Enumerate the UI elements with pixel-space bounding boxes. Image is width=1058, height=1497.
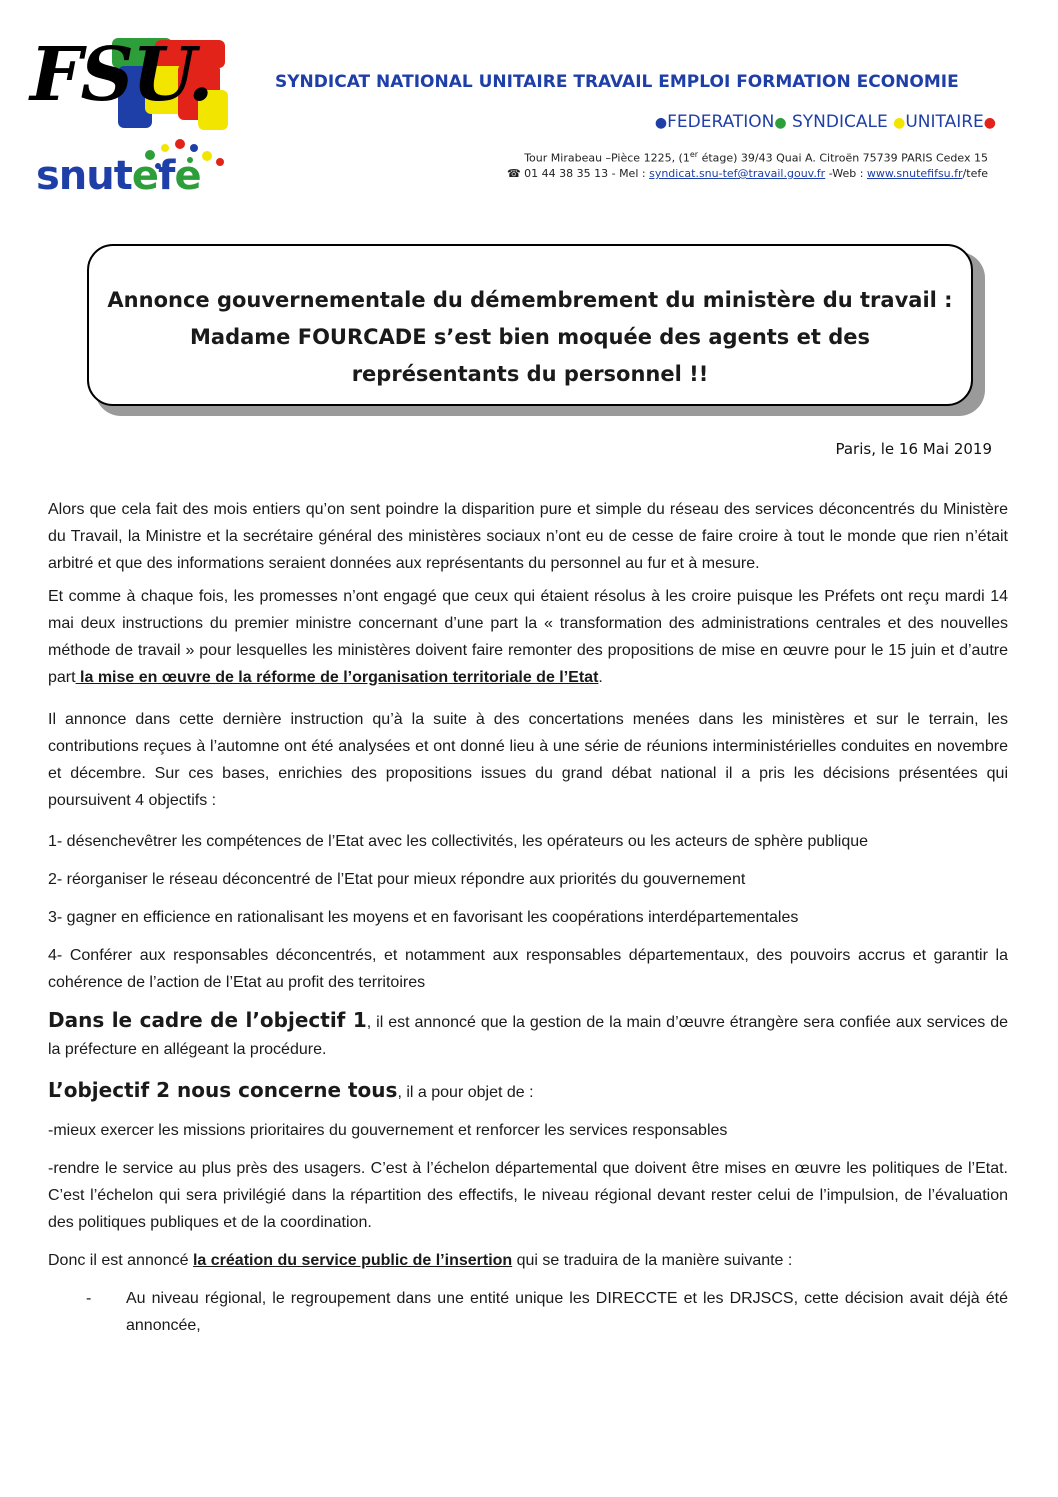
title-line-3: représentants du personnel !! [351,362,709,386]
address-line [524,150,988,165]
address-part-1: Tour Mirabeau –Pièce 1225, (1 [524,151,690,165]
syndicale-word: SYNDICALE [792,112,888,132]
web-prefix: -Web : [825,167,867,180]
paragraph-insertion [48,1247,1008,1274]
paragraph-2 [48,583,1008,691]
federation-line [655,112,996,132]
phone-text: ☎ 01 44 38 35 13 - Mel : [506,167,650,180]
section-2-text: , il a pour objet de : [397,1084,534,1101]
bullet-dash: - [86,1290,92,1307]
document-date: Paris, le 16 Mai 2019 [835,440,992,458]
section-2-heading: L’objectif 2 nous concerne tous [48,1078,398,1102]
section-objective-2 [48,1077,1008,1106]
address-sup: er [689,150,699,159]
objective-2: 2- réorganiser le réseau déconcentré de l’Etat pour mieux répondre aux priorités du gouvernement [48,871,746,888]
bullet-item-1-text: Au niveau régional, le regroupement dans une entité unique les DIRECCTE et les DRJSCS, cette décision avait déjà été annoncée, [126,1290,1008,1334]
objective-3: 3- gagner en efficience en rationalisant les moyens et en favorisant les coopérations interdépartementales [48,909,799,926]
section-1-heading: Dans le cadre de l’objectif 1 [48,1008,367,1032]
title-line-2: Madame FOURCADE s’est bien moquée des agents et des [190,325,870,349]
yellow-dot-icon: ● [893,115,906,131]
contact-line [507,167,988,180]
blue-dot-icon: ● [654,115,668,131]
bullet-item-1 [48,1285,1008,1339]
objective-2-item-1: -mieux exercer les missions prioritaires du gouvernement et renforcer les services responsables [48,1122,728,1139]
objective-4: 4- Conférer aux responsables déconcentrés, et notamment aux responsables départementaux, des pouvoirs accrus et garantir la cohérence de l’action de l’Etat au profit des territoires [48,947,1008,991]
document-body [48,496,1008,1339]
document-title [100,282,960,393]
website-suffix: /tefe [962,167,988,180]
insertion-service-link: la création du service public de l’insertion [192,1252,513,1269]
logo-fsu-text: FSU. [30,32,212,118]
section-1-text: , il est annoncé que la gestion de la main d’œuvre étrangère sera confiée aux services de la préfecture en allégeant la procédure. [48,1014,1008,1058]
objective-2-item-2: -rendre le service au plus près des usagers. C’est à l’échelon départemental que doivent être mises en œuvre les politiques de l’Etat. C’est l’échelon qui sera privilégié dans la répartition des effectifs, le niveau régional devant rester celui de l’impulsion, de l’évaluation des politiques publiques et de la coordination. [48,1160,1008,1231]
website-link[interactable]: www.snutefifsu.fr [866,167,963,180]
paragraph-2-start: Et comme à chaque fois, les promesses n’ont engagé que ceux qui étaient résolus à les croire puisque les Préfets ont reçu mardi 14 mai deux instructions du premier ministre concernant d’une part la « transformation des administrations centrales et des nouvelles méthode de travail » pour lesquelles les ministères doivent faire remonter des propositions de mise en œuvre pour le 15 juin et d’autre part [48,588,1008,686]
paragraph-1: Alors que cela fait des mois entiers qu’on sent poindre la disparition pure et simple du réseau des services déconcentrés du Ministère du Travail, la Ministre et la secrétaire général des ministères sociaux n’ont eu de cesse de faire croire à tout le monde que rien n’était arbitré et que des informations seraient données aux représentants du personnel au fur et à mesure. [48,501,1008,572]
unitaire-word: UNITAIRE [905,112,984,132]
green-dot-icon: ● [774,115,787,131]
insertion-start: Donc il est annoncé [48,1252,193,1269]
org-title: SYNDICAT NATIONAL UNITAIRE TRAVAIL EMPLOI FORMATION ECONOMIE [275,72,959,92]
paragraph-3: Il annonce dans cette dernière instruction qu’à la suite à des concertations menées dans les ministères et sur le terrain, les contributions reçues à l’automne ont été analysées et ont donné lieu à une série de réunions interministérielles conduites en novembre et décembre. Sur ces bases, enrichies des propositions issues du grand débat national il a pris les décisions présentées qui poursuivent 4 objectifs : [48,711,1008,809]
reform-territorial-link: la mise en œuvre de la réforme de l’organisation territoriale de l’Etat [75,669,599,686]
objective-1: 1- désenchevêtrer les compétences de l’Etat avec les collectivités, les opérateurs ou les acteurs de sphère publique [48,833,869,850]
logo-snutefe-text: snutefe [36,153,201,199]
fsu-snutefe-logo [30,30,250,205]
title-line-1: Annonce gouvernementale du démembrement du ministère du travail : [107,288,953,312]
paragraph-2-end: . [598,669,603,686]
insertion-end: qui se traduira de la manière suivante : [512,1252,793,1269]
red-dot-icon: ● [983,115,996,131]
email-link[interactable]: syndicat.snu-tef@travail.gouv.fr [649,167,826,180]
federation-word: FEDERATION [667,112,775,132]
section-objective-1 [48,1007,1008,1063]
address-part-2: étage) 39/43 Quai A. Citroën 75739 PARIS Cedex 15 [698,151,988,165]
